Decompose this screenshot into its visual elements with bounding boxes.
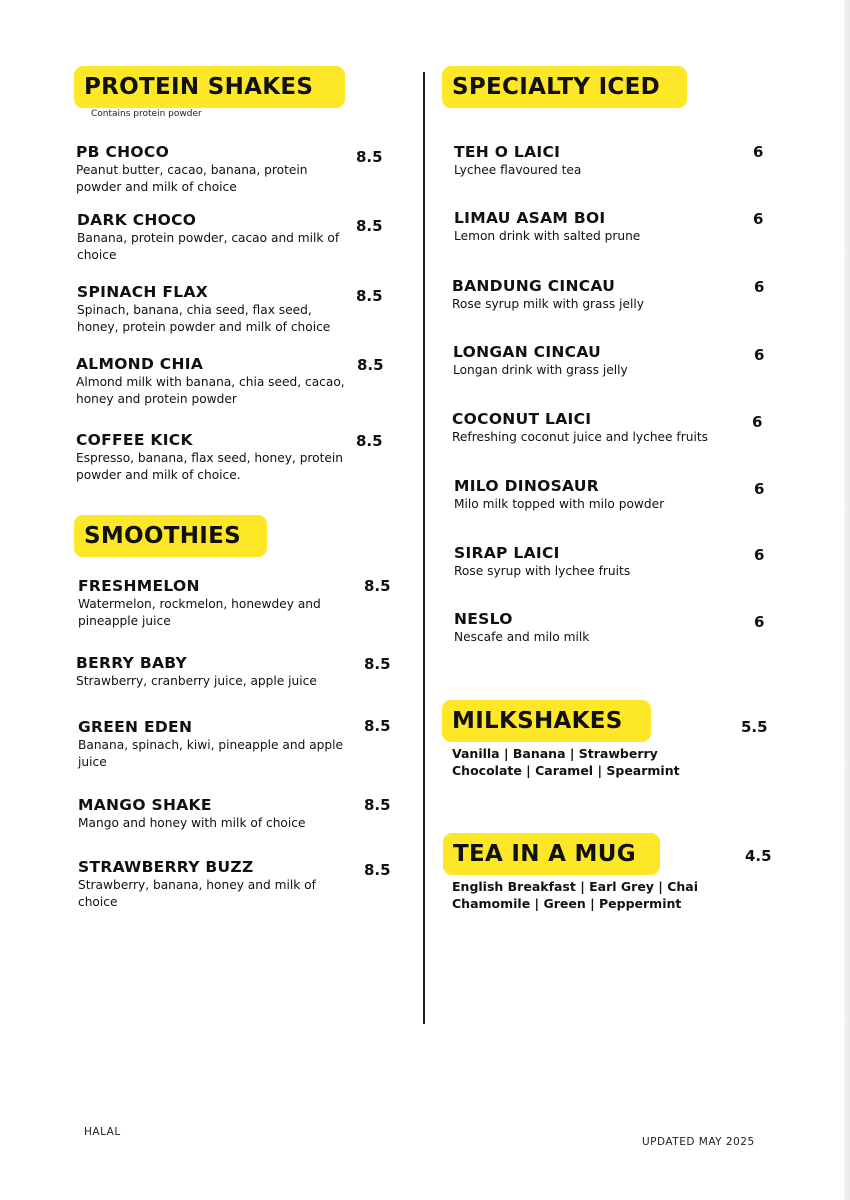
menu-item <box>454 209 744 245</box>
item-price: 8.5 <box>356 217 383 235</box>
item-price: 8.5 <box>364 796 391 814</box>
item-name: STRAWBERRY BUZZ <box>78 858 254 876</box>
tea-in-a-mug-price: 4.5 <box>745 847 772 865</box>
updated-date: UPDATED MAY 2025 <box>642 1136 755 1148</box>
menu-item <box>76 355 346 408</box>
item-price: 8.5 <box>364 577 391 595</box>
item-description: Banana, protein powder, cacao and milk of choice <box>77 231 340 262</box>
item-description: Longan drink with grass jelly <box>453 363 628 377</box>
item-name: COCONUT LAICI <box>452 410 592 428</box>
item-price: 8.5 <box>364 717 391 735</box>
menu-item <box>452 410 752 446</box>
item-description: Espresso, banana, flax seed, honey, protein powder and milk of choice. <box>76 451 344 482</box>
flavours-line: Vanilla | Banana | Strawberry <box>452 746 658 761</box>
item-description: Watermelon, rockmelon, honewdey and pineapple juice <box>78 597 321 628</box>
item-price: 6 <box>752 413 763 431</box>
item-description: Lychee flavoured tea <box>454 163 582 177</box>
menu-item <box>78 577 348 630</box>
item-price: 6 <box>753 143 764 161</box>
column-divider <box>423 72 425 1024</box>
item-description: Spinach, banana, chia seed, flax seed, honey, protein powder and milk of choice <box>77 303 331 334</box>
menu-item <box>77 283 347 336</box>
item-name: NESLO <box>454 610 513 628</box>
item-description: Milo milk topped with milo powder <box>454 497 665 511</box>
menu-item <box>454 477 744 513</box>
item-name: COFFEE KICK <box>76 431 193 449</box>
item-name: LONGAN CINCAU <box>453 343 602 361</box>
item-description: Strawberry, cranberry juice, apple juice <box>76 674 317 688</box>
specialty-iced-heading: SPECIALTY ICED <box>442 66 687 108</box>
menu-item <box>76 143 346 196</box>
item-description: Almond milk with banana, chia seed, cacao, honey and protein powder <box>76 375 345 406</box>
item-name: MILO DINOSAUR <box>454 477 599 495</box>
menu-item <box>77 211 347 264</box>
item-price: 8.5 <box>364 861 391 879</box>
item-price: 8.5 <box>356 287 383 305</box>
item-price: 8.5 <box>364 655 391 673</box>
item-price: 6 <box>753 210 764 228</box>
item-price: 6 <box>754 480 765 498</box>
tea-line: Chamomile | Green | Peppermint <box>452 896 682 911</box>
menu-item <box>454 610 744 646</box>
item-name: TEH O LAICI <box>454 143 561 161</box>
item-name: ALMOND CHIA <box>76 355 204 373</box>
protein-shakes-heading: PROTEIN SHAKES <box>74 66 345 108</box>
milkshakes-price: 5.5 <box>741 718 768 736</box>
item-price: 6 <box>754 613 765 631</box>
tea-line: English Breakfast | Earl Grey | Chai <box>452 879 699 894</box>
item-name: FRESHMELON <box>78 577 200 595</box>
menu-item <box>78 718 368 771</box>
item-name: GREEN EDEN <box>78 718 193 736</box>
item-description: Peanut butter, cacao, banana, protein powder and milk of choice <box>76 163 308 194</box>
item-description: Mango and honey with milk of choice <box>78 816 306 830</box>
menu-item <box>78 796 348 832</box>
item-name: SIRAP LAICI <box>454 544 560 562</box>
item-name: PB CHOCO <box>76 143 170 161</box>
menu-item <box>452 277 742 313</box>
menu-item <box>454 143 744 179</box>
item-name: MANGO SHAKE <box>78 796 212 814</box>
item-description: Strawberry, banana, honey and milk of choice <box>78 878 316 909</box>
halal-label: HALAL <box>84 1126 121 1138</box>
menu-item <box>454 544 744 580</box>
item-price: 6 <box>754 346 765 364</box>
item-name: BERRY BABY <box>76 654 188 672</box>
item-name: DARK CHOCO <box>77 211 197 229</box>
tea-in-a-mug-heading: TEA IN A MUG <box>443 833 660 875</box>
item-name: LIMAU ASAM BOI <box>454 209 606 227</box>
item-price: 6 <box>754 546 765 564</box>
item-description: Banana, spinach, kiwi, pineapple and apple juice <box>78 738 344 769</box>
menu-item <box>453 343 743 379</box>
item-price: 8.5 <box>356 148 383 166</box>
item-description: Rose syrup with lychee fruits <box>454 564 631 578</box>
item-description: Rose syrup milk with grass jelly <box>452 297 644 311</box>
item-name: BANDUNG CINCAU <box>452 277 616 295</box>
smoothies-heading: SMOOTHIES <box>74 515 267 557</box>
flavours-line: Chocolate | Caramel | Spearmint <box>452 763 680 778</box>
protein-shakes-note: Contains protein powder <box>91 109 202 119</box>
item-description: Nescafe and milo milk <box>454 630 590 644</box>
menu-item <box>76 431 346 484</box>
item-name: SPINACH FLAX <box>77 283 209 301</box>
item-price: 6 <box>754 278 765 296</box>
item-price: 8.5 <box>357 356 384 374</box>
page-edge <box>844 0 850 1200</box>
tea-varieties <box>452 878 698 912</box>
item-description: Refreshing coconut juice and lychee fruits <box>452 430 708 444</box>
item-description: Lemon drink with salted prune <box>454 229 641 243</box>
milkshakes-flavours <box>452 745 680 779</box>
milkshakes-heading: MILKSHAKES <box>442 700 651 742</box>
item-price: 8.5 <box>356 432 383 450</box>
menu-item <box>76 654 346 690</box>
menu-item <box>78 858 348 911</box>
